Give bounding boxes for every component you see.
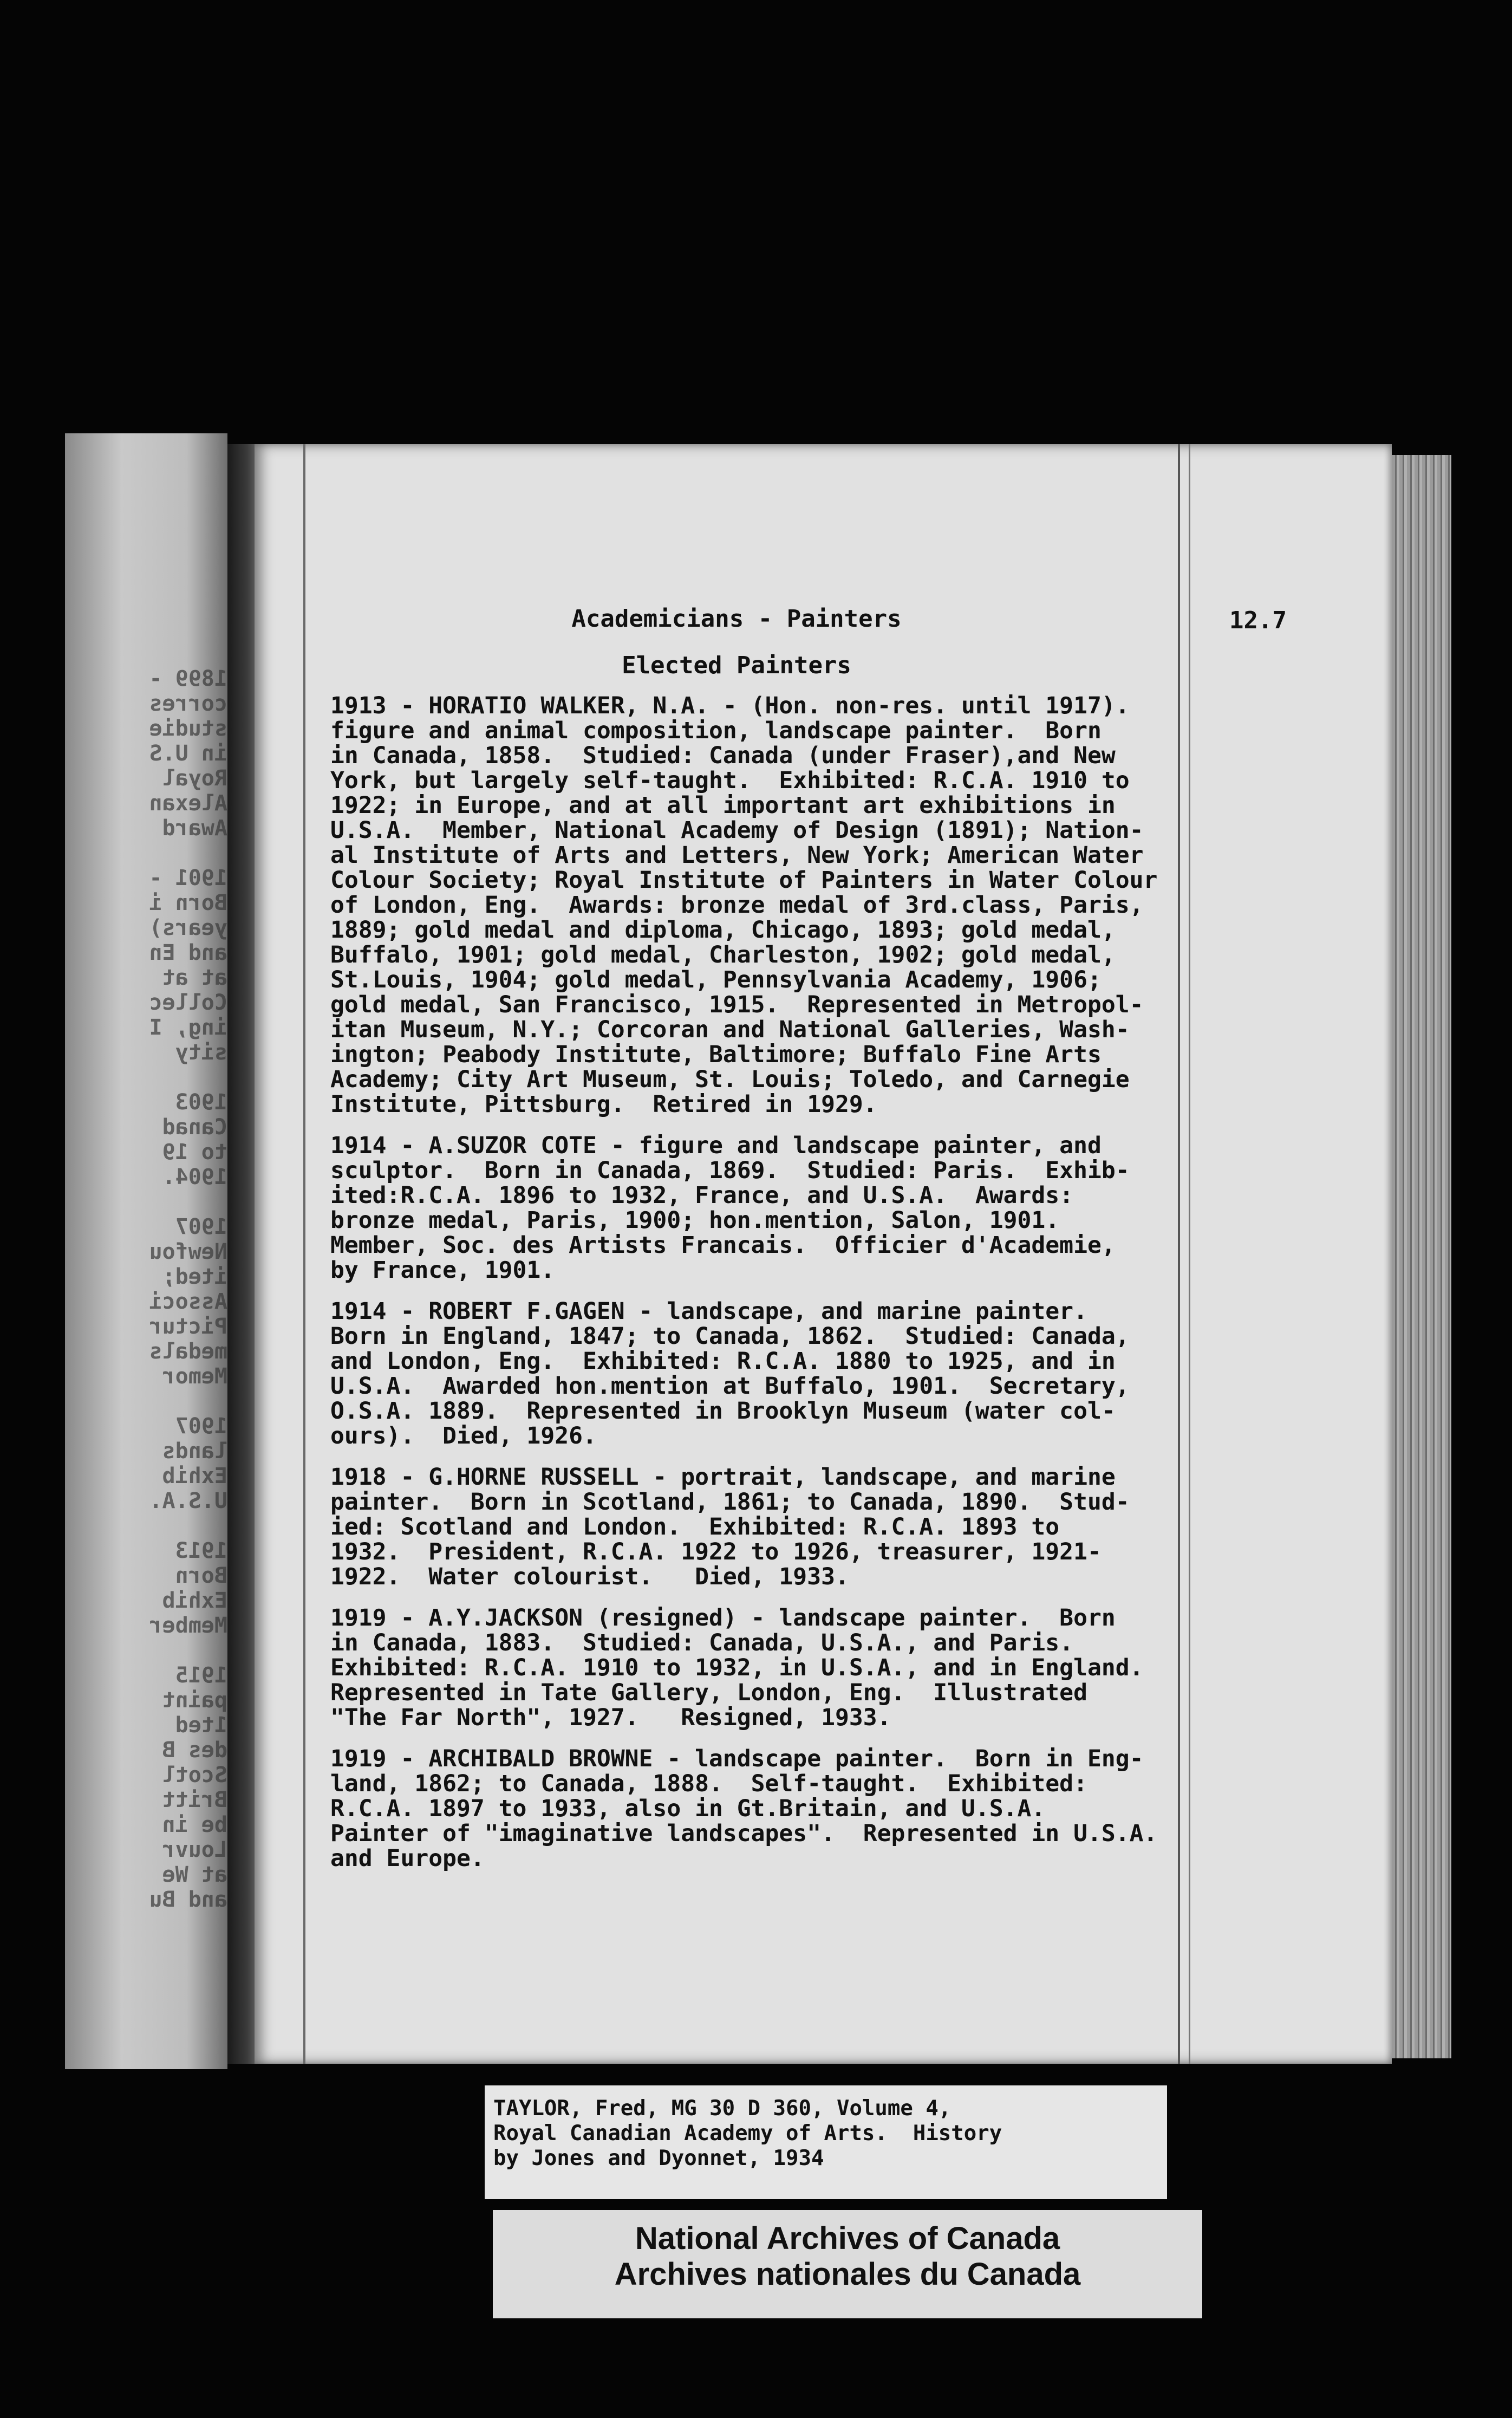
- entry-ay-jackson: 1919 - A.Y.JACKSON (resigned) - landscape painter. Born in Canada, 1883. Studied: Canada, U.S.A., and Paris. Exhibited: R.C.A. 1910 to 1932, in U.S.A., and in England. Represented in Tate Gallery, London, Eng. Illustrated "The Far North", 1927. Resigned, 1933.: [330, 1604, 1144, 1731]
- entry-horatio-walker: 1913 - HORATIO WALKER, N.A. - (Hon. non-res. until 1917). figure and animal composition, landscape painter. Born in Canada, 1858. Studied: Canada (under Fraser),and New York, but largely self-taught. Exhibited: R.C.A. 1910 to 1922; in Europe, and at all important art exhibitions in U.S.A. Member, National Academy of Design (1891); Nation- al Institute of Arts and Letters, New York; American Water Colour Society; Royal Institute of Painters in Water Colour of London, Eng. Awards: bronze medal of 3rd.class, Paris, 1889; gold medal and diploma, Chicago, 1893; gold medal, Buffalo, 1901; gold medal, Charleston, 1902; gold medal, St.Louis, 1904; gold medal, Pennsylvania Academy, 1906; gold medal, San Francisco, 1915. Represented in Metropol- itan Museum, N.Y.; Corcoran and National Galleries, Wash- ington; Peabody Institute, Baltimore; Buffalo Fine Arts Academy; City Art Museum, St. Louis; Toledo, and Carnegie Institute, Pittsburg. Retired in 1929.: [330, 692, 1158, 1118]
- archive-name-en: National Archives of Canada: [635, 2221, 1060, 2256]
- entry-archibald-browne: 1919 - ARCHIBALD BROWNE - landscape painter. Born in Eng- land, 1862; to Canada, 1888. Self-taught. Exhibited: R.C.A. 1897 to 1933, also in Gt.Britain, and U.S.A. Painter of "imaginative landscapes". Represented in U.S.A. and Europe.: [330, 1745, 1158, 1872]
- page-stack-edge: [1392, 455, 1451, 2058]
- archive-name-fr: Archives nationales du Canada: [614, 2257, 1081, 2292]
- facing-page: [65, 433, 227, 2069]
- entry-robert-gagen: 1914 - ROBERT F.GAGEN - landscape, and marine painter. Born in England, 1847; to Canada, 1862. Studied: Canada, and London, Eng. Exhibited: R.C.A. 1880 to 1925, and in U.S.A. Awarded hon.mention at Buffalo, 1901. Secretary, O.S.A. 1889. Represented in Brooklyn Museum (water col- ours). Died, 1926.: [330, 1298, 1130, 1450]
- archive-label: [493, 2210, 1202, 2318]
- page-number: 12.7: [1229, 607, 1287, 634]
- reference-label: TAYLOR, Fred, MG 30 D 360, Volume 4, Royal Canadian Academy of Arts. History by Jones and Dyonnet, 1934: [485, 2085, 1167, 2199]
- section-title: Elected Painters: [622, 652, 851, 679]
- entry-suzor-cote: 1914 - A.SUZOR COTE - figure and landscape painter, and sculptor. Born in Canada, 1869. Studied: Paris. Exhib- ited:R.C.A. 1896 to 1932, France, and U.S.A. Awards: bronze medal, Paris, 1900; hon.mention, Salon, 1901. Member, Soc. des Artists Francais. Officier d'Academie, by France, 1901.: [330, 1132, 1130, 1284]
- document-page: [255, 444, 1392, 2064]
- entry-horne-russell: 1918 - G.HORNE RUSSELL - portrait, landscape, and marine painter. Born in Scotland, 1861; to Canada, 1890. Stud- ied: Scotland and London. Exhibited: R.C.A. 1893 to 1932. President, R.C.A. 1922 to 1926, treasurer, 1921- 1922. Water colourist. Died, 1933.: [330, 1464, 1130, 1590]
- page-header: Academicians - Painters: [571, 605, 902, 633]
- facing-page-bleed-through: 1899 - corres studie in U.S Royal Alexan Award 1901 - Born i years) and En at at Collec ing, I sity 1903 Canad to 19 1904. 1907 Newfou ited; Associ Pictur medals Memor 1907 lands Exhib U.S.A. 1913 Born Exhib Member 1915 paint 1ted des B Scotl Britt be in Louvr at We and Bu: [149, 666, 227, 1912]
- margin-rule-left: [303, 444, 305, 2064]
- document-body: [330, 607, 1251, 1887]
